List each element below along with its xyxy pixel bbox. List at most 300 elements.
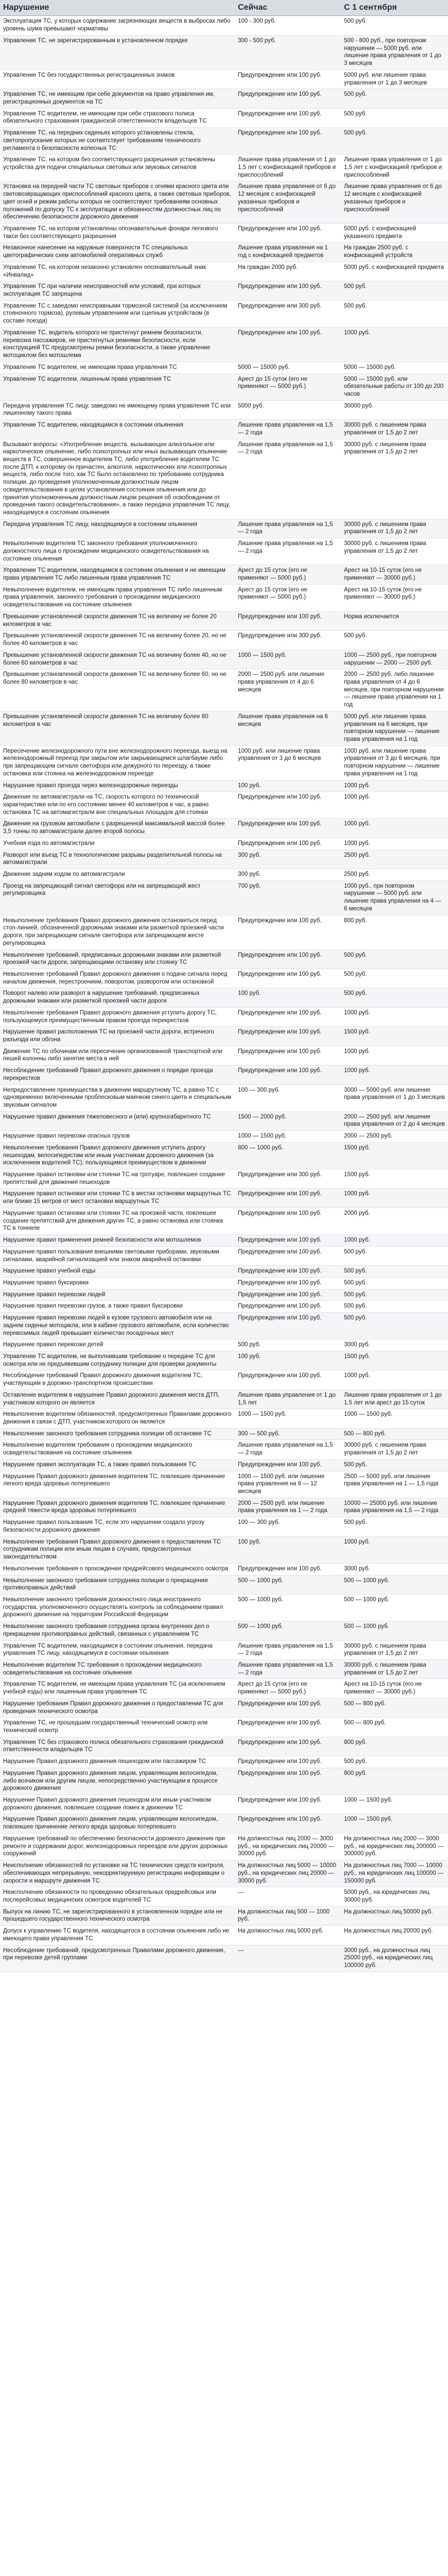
table-row [0,869,448,881]
after-cell: 2000 — 2500 руб. либо лишение права управления от 4 до 6 месяцев, при повторном нарушении — лишение права управления на 1 год [341,669,448,711]
after-cell: 500 руб. [341,89,448,108]
table-row [0,362,448,374]
after-cell: 1000 руб., при повторном нарушении — 5000 руб. или лишение права управления на 4 — 6 месяцев [341,880,448,915]
violation-cell: Движение ТС по обочинам или пересечение организованной транспортной или пешей колонны либо занятие места в ней [0,1046,235,1065]
violation-cell: Нарушение правил расположения ТС на проезжей части дороги, встречного разъезда или обгона [0,1027,235,1046]
violation-cell: Нарушение правил перевозки людей в кузове грузового автомобиля или на заднем сиденье мотоцикла, или в кабине грузового автомобиля, если количество перевозимых людей превышает количество посадочных мест [0,1313,235,1340]
violation-cell: Невыполнение законного требования сотрудника органа внутренних дел о прекращении противоправных действий, связанных с управлением ТС [0,1621,235,1640]
violation-cell: Управление ТС водителем, лишенным права управления ТС [0,374,235,400]
now-cell: Предупреждение или 100 руб. [235,1756,341,1768]
table-row [0,1313,448,1340]
table-row [0,374,448,400]
now-cell: 300 - 500 руб. [235,35,341,70]
now-cell: На должностных лиц 2000 — 3000 руб., на юридических лиц 20000 — 30000 руб. [235,1833,341,1860]
now-cell: Лишение права управления на 1,5 — 2 года [235,1659,341,1679]
now-cell: 500 руб. [235,1340,341,1351]
table-row [0,1945,448,1972]
table-row [0,1084,448,1111]
table-row [0,420,448,439]
table-row [0,880,448,915]
table-row [0,538,448,565]
after-cell: 30000 руб. с лишением права управления от 1,5 до 2 лет [341,1440,448,1459]
table-row [0,1208,448,1234]
after-cell: 500 — 1000 руб. [341,1621,448,1640]
now-cell: 100 — 300 руб. [235,1084,341,1111]
table-row [0,400,448,419]
after-cell: 1500 руб. [341,1170,448,1189]
table-row [0,1737,448,1756]
after-cell: На должностных лиц 2000 — 3000 руб., на юридических лиц 200000 — 300000 руб. [341,1833,448,1860]
violation-cell: Невыполнение водителем, не имеющим права управления ТС либо лишенным права управления, законного требования о прохождении медицинского освидетельствования на состояние опьянения [0,584,235,611]
violation-cell: Неисполнение обязанности по проведению обязательных предрейсовых или послерейсовых медицинских осмотров водителей ТС [0,1887,235,1906]
table-row [0,1768,448,1794]
table-row [0,711,448,745]
table-row [0,16,448,35]
now-cell: Предупреждение или 100 руб. [235,1370,341,1389]
after-cell: 3000 руб. [341,1340,448,1351]
now-cell: Арест до 15 суток (его не применяют — 5000 руб.) [235,1679,341,1698]
table-row [0,243,448,262]
now-cell: Предупреждение или 100 руб. [235,70,341,89]
now-cell: 100 руб. [235,1351,341,1370]
table-row [0,1340,448,1351]
now-cell: Предупреждение или 100 руб. [235,611,341,630]
now-cell: Лишение права управления на 6 месяцев [235,711,341,745]
violation-cell: Управление ТС водителем, находящимся в состоянии опьянения, передача управления ТС лицу, находящемуся в состоянии опьянения [0,1640,235,1659]
table-row [0,1246,448,1265]
table-row [0,108,448,127]
violation-cell: Поворот налево или разворот в нарушение требований, предписанных дорожными знаками или разметкой проезжей части дороги [0,988,235,1007]
now-cell: 800 — 1000 руб. [235,1142,341,1169]
after-cell: 30000 руб. с лишением права управления от 1,5 до 2 лет [341,1659,448,1679]
after-cell: 5000 руб. с конфискацией указанного предмета [341,224,448,243]
after-cell: 2500 руб. [341,850,448,869]
now-cell: Предупреждение или 100 руб. [235,1768,341,1794]
after-cell: 500 руб. [341,128,448,155]
after-cell: 1000 руб. [341,1235,448,1247]
violation-cell: Нарушение правил остановки или стоянки ТС на проезжей части, повлекшее создание препятствий для движения других ТС, а равно остановка или стоянка ТС в тоннеле [0,1208,235,1234]
after-cell: Норма исключается [341,611,448,630]
violation-cell: Неисполнение обязанностей по установке на ТС технических средств контроля, обеспечивающих непрерывную, некорректируемую регистрацию информации о скорости и маршруте движения ТС [0,1860,235,1887]
now-cell: 1500 — 2000 руб. [235,1111,341,1130]
violation-cell: Управление ТС при наличии неисправностей или условий, при которых эксплуатация ТС запрещена [0,281,235,300]
table-row [0,1756,448,1768]
now-cell: Предупреждение или 100 руб. [235,1795,341,1814]
now-cell: 100 руб. [235,988,341,1007]
violation-cell: Разворот или въезд ТС в технологические разрывы разделительной полосы на автомагистрали [0,850,235,869]
after-cell: 30000 руб. с лишением права управления от 1,5 до 2 лет [341,538,448,565]
violation-cell: Нарушение требования Правил дорожного движения о предоставлении ТС для проведения технического осмотра [0,1698,235,1717]
violation-cell: Невыполнение законного требования сотрудника полиции об остановке ТС [0,1428,235,1440]
after-cell: 500 — 1000 руб. [341,1594,448,1621]
violation-cell: Несоблюдение требований Правил дорожного движения о порядке проезда перекрестков [0,1065,235,1084]
now-cell: Лишение права управления на 1,5 — 2 года [235,538,341,565]
now-cell: Предупреждение или 100 руб. [235,1027,341,1046]
table-row [0,1459,448,1471]
violation-cell: Управление ТС, на котором установлены опознавательные фонари легкового такси без соответствующего разрешения [0,224,235,243]
violation-cell: Нарушение правил движения тяжеловесного и (или) крупногабаритного ТС [0,1111,235,1130]
now-cell: Предупреждение или 300 руб. [235,300,341,327]
after-cell: 500 руб. [341,1459,448,1471]
table-row [0,650,448,669]
violation-cell: Невыполнение законного требования сотрудника полиции о прекращении противоправных действий [0,1575,235,1594]
table-row [0,519,448,538]
after-cell: 1500 руб. [341,1142,448,1169]
now-cell: Предупреждение или 100 руб. [235,1189,341,1208]
table-row [0,1189,448,1208]
violation-cell: Превышение установленной скорости движения ТС на величину более 40, но не более 60 километров в час [0,650,235,669]
now-cell: Предупреждение или 100 руб. [235,969,341,988]
now-cell: 500 — 1000 руб. [235,1621,341,1640]
after-cell: Лишение права управления от 6 до 12 месяцев с конфискацией указанных приборов и приспособлений [341,181,448,224]
table-row [0,1370,448,1389]
violation-cell: Проезд на запрещающий сигнал светофора или на запрещающий жест регулировщика [0,880,235,915]
violation-cell: Управление ТС без государственных регистрационных знаков [0,70,235,89]
table-row [0,1409,448,1428]
now-cell: 2000 — 2500 руб. или лишение права управления на 1 — 2 года [235,1498,341,1517]
table-row [0,1111,448,1130]
table-row [0,1131,448,1143]
now-cell: 100 руб. [235,1536,341,1563]
now-cell: Предупреждение или 100 руб. [235,1459,341,1471]
now-cell: Предупреждение или 100 руб. [235,838,341,850]
after-cell: 3000 руб., на должностных лиц 25000 руб., на юридических лиц 100000 руб. [341,1945,448,1972]
after-cell: 2500 руб. [341,869,448,881]
violation-cell: Нарушение Правил дорожного движения пешеходом или пассажиром ТС [0,1756,235,1768]
now-cell: Предупреждение или 100 руб. [235,89,341,108]
violation-cell: Нарушение правил перевозки людей [0,1289,235,1301]
table-row [0,1795,448,1814]
now-cell: Предупреждение или 100 руб. [235,1289,341,1301]
violation-cell: Невыполнение водителем ТС законного требования уполномоченного должностного лица о прохождении медицинского освидетельствования на состояние опьянения [0,538,235,565]
now-cell: Предупреждение или 100 руб. [235,1698,341,1717]
after-cell: 500 руб. [341,1277,448,1289]
table-row [0,988,448,1007]
now-cell: Предупреждение или 100 руб. [235,915,341,950]
now-cell: — [235,1945,341,1972]
violation-cell: Невыполнение требования Правил дорожного движения остановиться перед стоп-линией, обозначенной дорожными знаками или разметкой проезжей части дороги, при запрещающем сигнале светофора или запрещающем жесте регулировщика [0,915,235,950]
violation-cell: Нарушение правил перевозки грузов, а также правил буксировки [0,1301,235,1313]
now-cell: Предупреждение или 100 руб. [235,1208,341,1234]
violation-cell: Невыполнение водителем обязанностей, предусмотренных Правилами дорожного движения в связи с ДТП, участником которого он является [0,1409,235,1428]
after-cell: 1500 руб. [341,1027,448,1046]
header-after: С 1 сентября [341,0,448,16]
after-cell: 500 руб. [341,16,448,35]
after-cell: 2000 руб. [341,1208,448,1234]
table-row [0,850,448,869]
violation-cell: Управление ТС, на котором незаконно установлен опознавательный знак «Инвалид» [0,262,235,281]
table-row [0,669,448,711]
header-violation: Нарушение [0,0,235,16]
violation-cell: Нарушение Правил дорожного движения водителем ТС, повлекшее причинение легкого вреда здоровью потерпевшего [0,1471,235,1498]
table-row [0,915,448,950]
violation-cell: Движение задним ходом по автомагистрали [0,869,235,881]
violation-cell: Превышение установленной скорости движения ТС на величину более 60, но не более 80 километров в час [0,669,235,711]
table-row [0,1575,448,1594]
after-cell: 500 руб. [341,108,448,127]
after-cell: Арест на 10-15 суток (его не применяют — 30000 руб.) [341,584,448,611]
table-row [0,1170,448,1189]
table-row [0,1471,448,1498]
now-cell: Предупреждение или 100 руб. [235,1266,341,1278]
now-cell: 1000 руб. или лишение права управления от 3 до 6 месяцев [235,745,341,780]
now-cell: На граждан 2000 руб. [235,262,341,281]
violation-cell: Нарушение Правил дорожного движения пешеходом или иным участником дорожного движения, повлекшее создание помех в движении ТС [0,1795,235,1814]
table-row [0,1266,448,1278]
now-cell: Предупреждение или 100 руб. [235,792,341,819]
now-cell: Предупреждение или 100 руб. [235,950,341,969]
violation-cell: Превышение установленной скорости движения ТС на величину более 20, но не более 40 километров в час [0,631,235,650]
after-cell: 2500 — 5000 руб. или лишение права управления на 1 — 1,5 года [341,1471,448,1498]
after-cell: 1500 руб. [341,1351,448,1370]
after-cell: На должностных лиц 7000 — 10000 руб., на юридических лиц 100000 — 150000 руб. [341,1860,448,1887]
now-cell: Предупреждение или 300 руб. [235,631,341,650]
violation-cell: Эксплуатация ТС, у которых содержание загрязняющих веществ в выбросах либо уровень шума превышают нормативы [0,16,235,35]
table-body [0,16,448,1972]
after-cell: 1000 руб. [341,1046,448,1065]
after-cell: 1000 руб. [341,1370,448,1389]
violation-cell: Нарушение правил проезда через железнодорожные переезды [0,780,235,792]
violation-cell: Допуск к управлению ТС водителя, находящегося в состоянии опьянения либо не имеющего права управления ТС [0,1926,235,1945]
violation-cell: Нарушение правил перевозки опасных грузов [0,1131,235,1143]
violation-cell: Движение на грузовом автомобиле с разрешенной максимальной массой более 3,5 тонны по автомагистрали далее второй полосы [0,819,235,838]
after-cell: 500 руб. [341,1313,448,1340]
now-cell: Лишение права управления на 1 год с конфискацией предметов [235,243,341,262]
after-cell: 500 - 800 руб., при повторном нарушении — 5000 руб. или лишение права управления от 1 до 3 месяцев [341,35,448,70]
now-cell: 5000 — 15000 руб. [235,362,341,374]
violation-cell: Нарушение правил пользования ТС, если это нарушение создало угрозу безопасности дорожного движения [0,1517,235,1536]
now-cell: Предупреждение или 100 руб. [235,1046,341,1065]
table-row [0,1718,448,1737]
table-row [0,969,448,988]
after-cell: 500 руб. [341,1266,448,1278]
violation-cell: Невыполнение водителем ТС требования о прохождении медицинского освидетельствования на состояние опьянения [0,1659,235,1679]
now-cell: 100 руб. [235,780,341,792]
now-cell: Предупреждение или 100 руб. [235,1235,341,1247]
violation-cell: Управление ТС, не имеющим при себе документов на право управления им, регистрационных документов на ТС [0,89,235,108]
after-cell: 500 руб. [341,300,448,327]
table-row [0,281,448,300]
table-row [0,1926,448,1945]
now-cell: 1000 — 1500 руб. [235,650,341,669]
violation-cell: Невыполнение требования Правил дорожного движения уступить дорогу ТС, пользующемуся преимущественным правом проезда перекрестков [0,1007,235,1026]
violation-cell: Нарушение правил буксировки [0,1277,235,1289]
violation-cell: Управление ТС водителем, находящимся в состоянии опьянения и не имеющим права управления ТС либо лишенным права управления ТС [0,565,235,584]
after-cell: 1000 руб. [341,1065,448,1084]
table-row [0,1027,448,1046]
table-row [0,631,448,650]
violation-cell: Нарушение правил пользования внешними световыми приборами, звуковыми сигналами, аварийной сигнализацией или знаком аварийной остановки [0,1246,235,1265]
violation-cell: Нарушение Правил дорожного движения лицом, управляющим велосипедом, повлекшее причинение легкого вреда здоровью потерпевшего [0,1814,235,1833]
violation-cell: Пересечение железнодорожного пути вне железнодорожного переезда, выезд на железнодорожный переезд при закрытом или закрывающемся шлагбауме либо при запрещающем сигнале светофора или дежурного по переезду, а также остановка или стоянка на железнодорожном переезде [0,745,235,780]
after-cell: 1000 руб. или лишение права управления от 3 до 6 месяцев, при повторном нарушении — лишение права управления на 1 год [341,745,448,780]
table-row [0,1833,448,1860]
table-row [0,1007,448,1026]
now-cell: Предупреждение или 100 руб. [235,1301,341,1313]
violation-cell: Нарушение правил перевозки детей [0,1340,235,1351]
table-row [0,745,448,780]
after-cell: 1000 руб. [341,819,448,838]
now-cell: Предупреждение или 100 руб. [235,1737,341,1756]
after-cell: 30000 руб. с лишением права управления от 1,5 до 2 лет [341,1640,448,1659]
violation-cell: Управление ТС водителем, находящимся в состоянии опьянения [0,420,235,439]
violation-cell: Выпуск на линию ТС, не зарегистрированного в установленном порядке или не прошедшего государственного технического осмотра [0,1906,235,1925]
after-cell: 800 руб. [341,1768,448,1794]
now-cell: — [235,1887,341,1906]
after-cell: 5000 руб. или лишение права управления на 6 месяцев, при повторном нарушении — лишение права управления на 1 год [341,711,448,745]
violation-cell: Управление ТС, на передних сиденьях которого установлены стекла, светопропускание которых не соответствует требованиям технического регламента о безопасности колесных ТС [0,128,235,155]
table-row [0,1065,448,1084]
now-cell: Арест до 15 суток (его не применяют — 5000 руб.) [235,374,341,400]
now-cell: 700 руб. [235,880,341,915]
table-row [0,1640,448,1659]
now-cell: Предупреждение или 300 руб. [235,1170,341,1189]
after-cell: 500 — 800 руб. [341,1718,448,1737]
now-cell: Предупреждение или 100 руб. [235,1563,341,1575]
table-row [0,1046,448,1065]
violation-cell: Нарушение правил остановки или стоянки ТС на тротуаре, повлекшее создание препятствий для движения пешеходов [0,1170,235,1189]
violation-cell: Невыполнение законного требования должностного лица иностранного государства, уполномоченного осуществлять контроль за соблюдением правил дорожного движения на территории Российской Федерации [0,1594,235,1621]
violation-cell: Вызывают вопросы: «Употребление веществ, вызывающих алкогольное или наркотическое опьянение, либо психотропных или иных вызывающих опьянение веществ в ТС, совершенное водителем ТС, либо употребление водителем ТС после ДТП, к которому он причастен, алкоголя, наркотических или психотропных веществ, либо после того, как ТС было остановлено по требованию сотрудника полиции, до проведения уполномоченным должностным лицом освидетельствования в целях установления состояния опьянения или до принятия уполномоченным должностным лицом решения об освобождении от проведения такого освидетельствования», а также передача управления ТС лицу, находящемуся в состоянии опьянения [0,439,235,519]
violation-cell: Невыполнение требований, предписанных дорожными знаками или разметкой проезжей части дороги, запрещающими остановку или стоянку ТС [0,950,235,969]
after-cell: На граждан 2500 руб. с конфискацией устройств [341,243,448,262]
table-row [0,1887,448,1906]
now-cell: Предупреждение или 100 руб. [235,281,341,300]
table-row [0,611,448,630]
after-cell: 2000 — 2500 руб. [341,1131,448,1143]
after-cell: На должностных лиц 20000 руб. [341,1926,448,1945]
now-cell: Лишение права управления на 1,5 — 2 года [235,519,341,538]
violation-cell: Движение по автомагистрали на ТС, скорость которого по технической характеристике или по его состоянию менее 40 километров в час, а равно остановка ТС на автомагистрали вне специальных площадок для стоянки [0,792,235,819]
table-row [0,155,448,181]
after-cell: 1000 — 1500 руб. [341,1814,448,1833]
table-row [0,1536,448,1563]
now-cell: 1000 — 1500 руб. [235,1131,341,1143]
now-cell: Арест до 15 суток (его не применяют — 5000 руб.) [235,565,341,584]
after-cell: 500 руб. [341,1517,448,1536]
after-cell: 500 руб. [341,950,448,969]
now-cell: Предупреждение или 100 руб. [235,1007,341,1026]
table-row [0,1142,448,1169]
violation-cell: Невыполнение требований Правил дорожного движения о подаче сигнала перед началом движения, перестроением, поворотом, разворотом или остановкой [0,969,235,988]
now-cell: Предупреждение или 100 руб. [235,128,341,155]
now-cell: Предупреждение или 100 руб. [235,1814,341,1833]
after-cell: 800 руб. [341,1737,448,1756]
table-row [0,1563,448,1575]
after-cell: 1000 руб. [341,792,448,819]
after-cell: 30000 руб. с лишением права управления от 1,5 до 2 лет [341,519,448,538]
violation-cell: Нарушение правил учебной езды [0,1266,235,1278]
after-cell: 3000 руб. [341,1563,448,1575]
table-row [0,35,448,70]
violation-cell: Невыполнение водителем требования о прохождении медицинского освидетельствования на состояние опьянения [0,1440,235,1459]
after-cell: 1000 руб. [341,780,448,792]
now-cell: Лишение права управления от 1 до 1,5 лет [235,1389,341,1409]
violation-cell: Несоблюдение требований Правил дорожного движения водителем ТС, участвующим в дорожно-транспортном происшествии [0,1370,235,1389]
now-cell: 500 — 1000 руб. [235,1575,341,1594]
after-cell: Лишение права управления от 1 до 1,5 лет или арест до 15 суток [341,1389,448,1409]
table-row [0,819,448,838]
violation-cell: Управление ТС водителем, не выполнившим требование о передаче ТС для осмотра или не предъявившим сотруднику полиции для проверки документы [0,1351,235,1370]
table-row [0,565,448,584]
now-cell: Арест до 15 суток (его не применяют — 5000 руб.) [235,584,341,611]
violation-cell: Передача управления ТС лицу, находящемуся в состоянии опьянения [0,519,235,538]
table-row [0,1594,448,1621]
after-cell: Лишение права управления от 1 до 1,5 лет с конфискацией приборов и приспособлений [341,155,448,181]
violation-cell: Управление ТС без страхового полиса обязательного страхования гражданской ответственности владельцев ТС [0,1737,235,1756]
violation-cell: Нарушение Правил дорожного движения лицом, управляющим велосипедом, либо возчиком или другим лицом, непосредственно участвующим в процессе дорожного движения [0,1768,235,1794]
table-row [0,780,448,792]
violation-cell: Управление ТС, на котором без соответствующего разрешения установлены устройства для подачи специальных световых или звуковых сигналов [0,155,235,181]
now-cell: 1000 — 1500 руб. [235,1409,341,1428]
violation-cell: Нарушение требований по обеспечению безопасности дорожного движения при ремонте и содержании дорог, железнодорожных переездов или других дорожных сооружений [0,1833,235,1860]
now-cell: 5000 руб. [235,400,341,419]
now-cell: Предупреждение или 100 руб. [235,224,341,243]
after-cell: 1000 руб. [341,838,448,850]
after-cell: 1000 — 1500 руб. [341,1795,448,1814]
table-row [0,1440,448,1459]
now-cell: На должностных лиц 500 — 1000 руб. [235,1906,341,1925]
after-cell: На должностных лиц 50000 руб. [341,1906,448,1925]
now-cell: 500 — 1000 руб. [235,1594,341,1621]
after-cell: 1000 руб. [341,1536,448,1563]
table-row [0,181,448,224]
after-cell: 500 — 1000 руб. [341,1575,448,1594]
now-cell: 100 — 300 руб. [235,1517,341,1536]
table-row [0,300,448,327]
violation-cell: Превышение установленной скорости движения ТС на величину не более 20 километров в час [0,611,235,630]
after-cell: 30000 руб. с лишением права управления от 1,5 до 2 лет [341,420,448,439]
table-row [0,1428,448,1440]
violation-cell: Управление ТС водителем, не имеющим при себе страхового полиса обязательного страхования гражданской ответственности владельцев ТС [0,108,235,127]
table-row [0,224,448,243]
after-cell: 3000 — 5000 руб. или лишение права управления от 1 до 3 месяцев [341,1084,448,1111]
violation-cell: Нарушение правил эксплуатации ТС, а также правил пользования ТС [0,1459,235,1471]
violation-cell: Установка на передней части ТС световых приборов с огнями красного цвета или световозвращающих приспособлений красного цвета, а также световых приборов, цвет огней и режим работы которых не соответствуют требованиям основных положений по допуску ТС к эксплуатации и обязанностям должностных лиц по обеспечению безопасности дорожного движения [0,181,235,224]
after-cell: 500 — 800 руб. [341,1428,448,1440]
table-row [0,1679,448,1698]
after-cell: 5000 руб. с конфискацией предмета [341,262,448,281]
violation-cell: Передача управления ТС лицу, заведомо не имеющему права управления ТС или лишенному такого права [0,400,235,419]
now-cell: 300 руб. [235,869,341,881]
table-row [0,792,448,819]
now-cell: Лишение права управления на 1,5 — 2 года [235,439,341,519]
now-cell: Лишение права управления на 1,5 — 2 года [235,1440,341,1459]
violation-cell: Управление ТС водителем, не имеющим права управления ТС (за исключением учебной езды) или лишенным права управления ТС [0,1679,235,1698]
violation-cell: Нарушение правил остановки или стоянки ТС в местах остановки маршрутных ТС или ближе 15 метров от мест остановки маршрутных ТС [0,1189,235,1208]
table-row [0,1814,448,1833]
table-row [0,70,448,89]
after-cell: 30000 руб. с лишением права управления от 1,5 до 2 лет [341,439,448,519]
after-cell: 500 руб. [341,1246,448,1265]
violation-cell: Нарушение правил применения ремней безопасности или мотошлемов [0,1235,235,1247]
violation-cell: Нарушение Правил дорожного движения водителем ТС, повлекшее причинение средней тяжести вреда здоровью потерпевшего [0,1498,235,1517]
now-cell: Лишение права управления на 1,5 — 2 года [235,1640,341,1659]
after-cell: 1000 — 2500 руб., при повторном нарушении — 2000 — 2500 руб. [341,650,448,669]
after-cell: 500 руб. [341,969,448,988]
now-cell: На должностных лиц 5000 — 10000 руб., на юридических лиц 20000 — 30000 руб. [235,1860,341,1887]
table-row [0,1301,448,1313]
table-row [0,1351,448,1370]
table-header [0,0,448,16]
after-cell: 500 руб. [341,1756,448,1768]
now-cell: 300 — 500 руб. [235,1428,341,1440]
table-row [0,89,448,108]
violation-cell: Управление ТС водителем, не имеющим права управления ТС [0,362,235,374]
header-now: Сейчас [235,0,341,16]
now-cell: 1000 — 1500 руб. или лишение права управления на 6 — 12 месяцев [235,1471,341,1498]
after-cell: 5000 — 15000 руб. или обязательные работы от 100 до 200 часов [341,374,448,400]
